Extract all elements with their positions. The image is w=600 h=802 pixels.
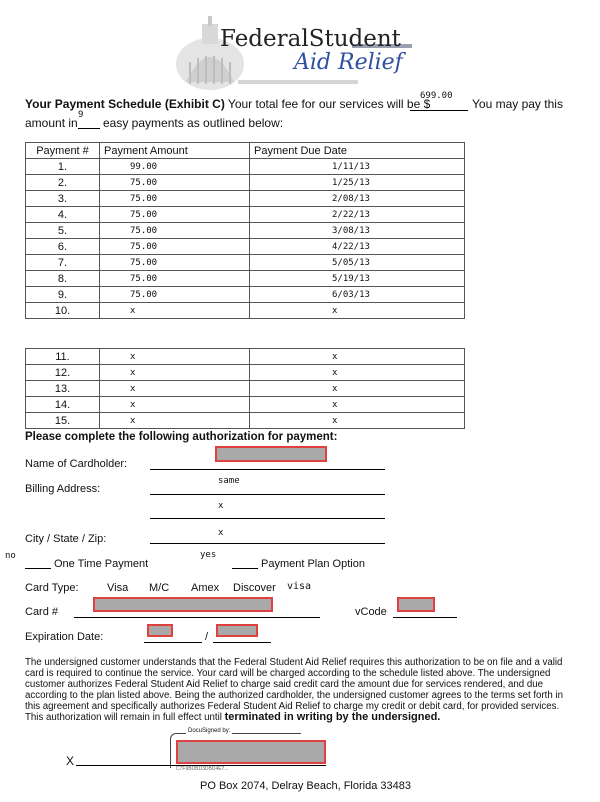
- vcode-field[interactable]: [393, 617, 457, 618]
- table-row: [26, 381, 465, 397]
- plan-label: Payment Plan Option: [261, 558, 365, 570]
- card-type-amex: Amex: [191, 582, 220, 594]
- one-time-label: One Time Payment: [54, 558, 149, 570]
- payment-amount-cell: 75.00: [100, 191, 250, 207]
- table-header-row: [26, 143, 465, 159]
- plan-mark: yes: [200, 550, 217, 560]
- payment-schedule-table: [25, 142, 465, 319]
- table-row: [26, 397, 465, 413]
- terms-paragraph: [25, 657, 565, 724]
- vcode-label: vCode: [355, 606, 387, 618]
- intro-text-2: You may pay this: [472, 97, 563, 111]
- logo-text-federal: FederalStudent: [220, 26, 401, 52]
- signature-x: X: [66, 754, 75, 768]
- redacted-exp-month: [147, 624, 173, 637]
- payment-amount-cell: 75.00: [100, 223, 250, 239]
- table-row: [26, 303, 465, 319]
- header-due-date: Payment Due Date: [250, 143, 465, 159]
- payment-amount-cell: 99.00: [100, 159, 250, 175]
- payment-date-cell: x: [250, 303, 465, 319]
- total-fee-line: [410, 110, 468, 111]
- terms-bold-end: terminated in writing by the undersigned.: [224, 711, 441, 724]
- card-type-visa: Visa: [107, 582, 129, 594]
- billing-value: same: [218, 476, 240, 486]
- intro-text-1: Your total fee for our services will be $: [224, 97, 431, 111]
- redacted-signature: [176, 740, 326, 764]
- payment-num-cell: 5.: [26, 223, 100, 239]
- card-number-label: Card #: [25, 606, 59, 618]
- payment-amount-cell: x: [100, 397, 250, 413]
- redacted-exp-year: [216, 624, 258, 637]
- payment-amount-cell: 75.00: [100, 175, 250, 191]
- billing-label: Billing Address:: [25, 483, 101, 495]
- header-payment-num: Payment #: [26, 143, 100, 159]
- payment-schedule-table-continued: [25, 348, 465, 429]
- one-time-mark: no: [5, 551, 16, 561]
- payment-num-cell: 6.: [26, 239, 100, 255]
- billing-field-2[interactable]: [150, 518, 385, 519]
- logo-text-aid-relief: Aid Relief: [294, 50, 403, 75]
- payment-num-cell: 2.: [26, 175, 100, 191]
- payment-count: 9: [78, 110, 84, 120]
- payment-amount-cell: x: [100, 365, 250, 381]
- payment-amount-cell: 75.00: [100, 287, 250, 303]
- payment-num-cell: 13.: [26, 381, 100, 397]
- redacted-cardholder-name: [215, 446, 327, 462]
- docusign-label: DocuSigned by:: [188, 728, 231, 734]
- terms-text: The undersigned customer understands that the Federal Student Aid Relief requires this authorization to be on file and a valid card is required to continue the service. Your card will be charged according to the schedule listed above. The undersigned customer authorizes Federal Student Aid Relief to charge said credit card the amount due for services rendered, and due according to the plan listed above. Being the authorized cardholder, the undersigned customer agrees to the terms set forth in this agreement and specifically authorizes Federal Student Aid Relief to charge my credit or debit card, for provided services. This authorization will remain in full effect until: [25, 657, 563, 724]
- intro-text-3: amount in: [25, 116, 78, 130]
- table-row: [26, 349, 465, 365]
- auth-heading: Please complete the following authorization for payment:: [25, 431, 338, 443]
- table-row: [26, 365, 465, 381]
- header-payment-amount: Payment Amount: [100, 143, 250, 159]
- payment-date-cell: 4/22/13: [250, 239, 465, 255]
- payment-amount-cell: x: [100, 303, 250, 319]
- payment-date-cell: 1/25/13: [250, 175, 465, 191]
- redacted-card-number: [93, 597, 273, 612]
- table-row: [26, 159, 465, 175]
- payment-num-cell: 8.: [26, 271, 100, 287]
- table-row: [26, 413, 465, 429]
- expiration-label: Expiration Date:: [25, 631, 104, 643]
- city-label: City / State / Zip:: [25, 533, 107, 545]
- footer-address: PO Box 2074, Delray Beach, Florida 33483: [200, 780, 411, 792]
- payment-date-cell: 1/11/13: [250, 159, 465, 175]
- plan-checkbox-line[interactable]: [232, 568, 258, 569]
- card-type-mc: M/C: [149, 582, 170, 594]
- payment-num-cell: 15.: [26, 413, 100, 429]
- expiration-month-field[interactable]: [144, 642, 202, 643]
- payment-amount-cell: 75.00: [100, 271, 250, 287]
- table-row: [26, 287, 465, 303]
- payment-num-cell: 14.: [26, 397, 100, 413]
- city-value: x: [218, 528, 224, 538]
- card-type-discover: Discover: [233, 582, 276, 594]
- billing-line2-value: x: [218, 501, 224, 511]
- card-type-label: Card Type:: [25, 582, 79, 594]
- payment-count-line: [78, 128, 100, 129]
- payment-date-cell: 2/22/13: [250, 207, 465, 223]
- cardholder-label: Name of Cardholder:: [25, 458, 128, 470]
- payment-date-cell: x: [250, 365, 465, 381]
- logo: [172, 12, 422, 90]
- billing-field-1[interactable]: [150, 494, 385, 495]
- card-type-value: visa: [287, 581, 312, 592]
- table-row: [26, 255, 465, 271]
- table-row: [26, 239, 465, 255]
- redacted-vcode: [397, 597, 435, 612]
- payment-num-cell: 4.: [26, 207, 100, 223]
- payment-amount-cell: x: [100, 381, 250, 397]
- payment-date-cell: x: [250, 381, 465, 397]
- payment-amount-cell: 75.00: [100, 255, 250, 271]
- payment-num-cell: 12.: [26, 365, 100, 381]
- payment-num-cell: 7.: [26, 255, 100, 271]
- total-fee-value: 699.00: [420, 91, 453, 101]
- card-number-field[interactable]: [74, 617, 320, 618]
- table-row: [26, 175, 465, 191]
- schedule-title: Your Payment Schedule (Exhibit C): [25, 97, 225, 111]
- payment-date-cell: 6/03/13: [250, 287, 465, 303]
- payment-num-cell: 11.: [26, 349, 100, 365]
- payment-date-cell: x: [250, 413, 465, 429]
- table-row: [26, 191, 465, 207]
- payment-amount-cell: 75.00: [100, 207, 250, 223]
- expiration-separator: /: [205, 631, 209, 643]
- intro-heading: [25, 97, 430, 111]
- payment-date-cell: 2/08/13: [250, 191, 465, 207]
- docusign-id: C7F9BDBD3DBD4E7...: [176, 766, 229, 772]
- payment-date-cell: 5/19/13: [250, 271, 465, 287]
- payment-date-cell: 3/08/13: [250, 223, 465, 239]
- cardholder-field[interactable]: [150, 469, 385, 470]
- payment-date-cell: 5/05/13: [250, 255, 465, 271]
- payment-amount-cell: x: [100, 413, 250, 429]
- table-row: [26, 207, 465, 223]
- payment-num-cell: 10.: [26, 303, 100, 319]
- payment-num-cell: 3.: [26, 191, 100, 207]
- intro-text-4: easy payments as outlined below:: [103, 116, 284, 130]
- payment-date-cell: x: [250, 349, 465, 365]
- payment-num-cell: 9.: [26, 287, 100, 303]
- expiration-year-field[interactable]: [213, 642, 271, 643]
- payment-num-cell: 1.: [26, 159, 100, 175]
- one-time-checkbox-line[interactable]: [25, 568, 51, 569]
- table-row: [26, 223, 465, 239]
- city-field[interactable]: [150, 543, 385, 544]
- payment-amount-cell: x: [100, 349, 250, 365]
- payment-date-cell: x: [250, 397, 465, 413]
- payment-amount-cell: 75.00: [100, 239, 250, 255]
- table-row: [26, 271, 465, 287]
